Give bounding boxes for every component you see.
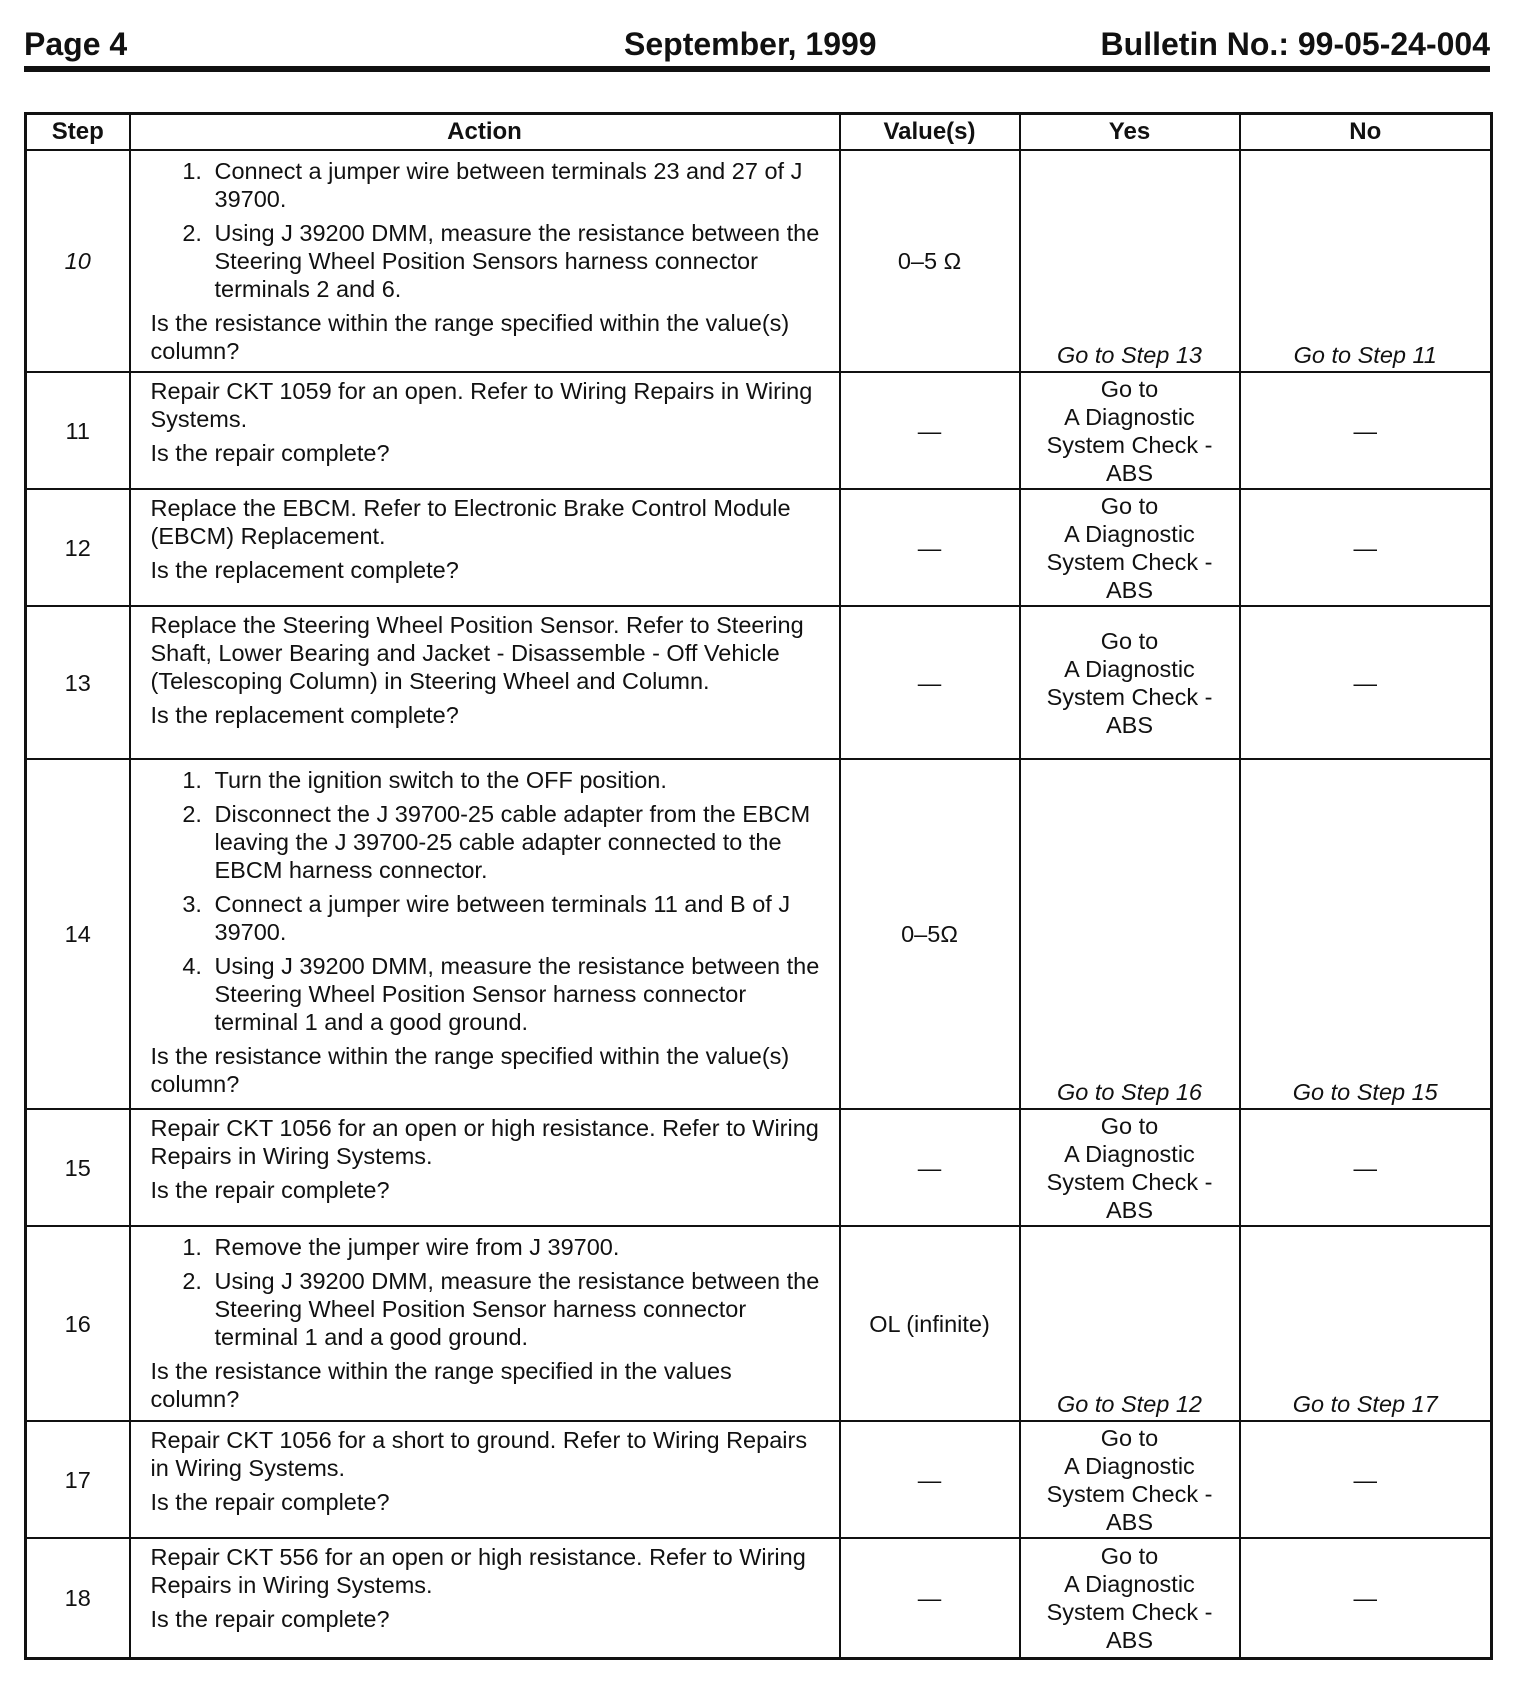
- yes-line: A Diagnostic: [1064, 655, 1195, 682]
- bulletin-date: September, 1999: [624, 26, 877, 62]
- yes-cell: [1020, 606, 1240, 759]
- no-cell: —: [1240, 489, 1492, 606]
- action-cell: [130, 1109, 840, 1226]
- action-step: 1. Remove the jumper wire from J 39700.: [209, 1233, 827, 1261]
- value-cell: 0–5Ω: [840, 759, 1020, 1109]
- table-row: [26, 489, 1492, 606]
- action-step: 2. Using J 39200 DMM, measure the resistance between the Steering Wheel Position Sensor harness connector terminal 1 and a good ground.: [209, 1267, 827, 1351]
- step-number: 13: [26, 606, 130, 759]
- yes-cell: Go to Step 12: [1020, 1226, 1240, 1421]
- action-cell: [130, 1538, 840, 1658]
- yes-line: Go to: [1100, 1542, 1159, 1569]
- step-number: 15: [26, 1109, 130, 1226]
- yes-line: Go to: [1100, 375, 1159, 402]
- value-cell: —: [840, 372, 1020, 489]
- action-question: Is the replacement complete?: [150, 702, 459, 728]
- yes-line: ABS: [1105, 1196, 1154, 1223]
- action-cell: [130, 759, 840, 1109]
- yes-line: Go to: [1100, 1424, 1159, 1451]
- table-row: [26, 759, 1492, 1109]
- table-row: [26, 150, 1492, 372]
- table-row: [26, 1538, 1492, 1658]
- step-number: 14: [26, 759, 130, 1109]
- yes-line: ABS: [1105, 459, 1154, 486]
- action-cell: [130, 489, 840, 606]
- action-question: Is the replacement complete?: [150, 557, 459, 583]
- page-number: Page 4: [24, 26, 128, 62]
- action-cell: [130, 372, 840, 489]
- action-text: Repair CKT 1059 for an open. Refer to Wiring Repairs in Wiring Systems.: [150, 378, 813, 432]
- table-row: [26, 372, 1492, 489]
- yes-line: ABS: [1105, 1508, 1154, 1535]
- yes-line: A Diagnostic: [1064, 403, 1195, 430]
- bulletin-number: Bulletin No.: 99-05-24-004: [1100, 26, 1490, 62]
- table-row: [26, 1421, 1492, 1538]
- diagnostic-table: [24, 112, 1493, 1660]
- value-cell: —: [840, 1109, 1020, 1226]
- step-number: 16: [26, 1226, 130, 1421]
- value-cell: —: [840, 489, 1020, 606]
- action-steps: [151, 766, 827, 1036]
- table-row: [26, 1109, 1492, 1226]
- yes-line: System Check -: [1046, 548, 1213, 575]
- yes-line: Go to: [1100, 492, 1159, 519]
- no-cell: Go to Step 17: [1240, 1226, 1492, 1421]
- action-text: Repair CKT 1056 for a short to ground. Refer to Wiring Repairs in Wiring Systems.: [150, 1427, 808, 1481]
- yes-cell: [1020, 1109, 1240, 1226]
- value-cell: —: [840, 1538, 1020, 1658]
- step-number: 18: [26, 1538, 130, 1658]
- yes-line: ABS: [1105, 1626, 1154, 1653]
- action-question: Is the resistance within the range specified within the value(s) column?: [150, 1043, 790, 1097]
- action-question: Is the repair complete?: [150, 1177, 390, 1203]
- no-cell: —: [1240, 606, 1492, 759]
- table-row: [26, 606, 1492, 759]
- action-question: Is the repair complete?: [150, 1489, 390, 1515]
- yes-line: A Diagnostic: [1064, 1570, 1195, 1597]
- yes-line: ABS: [1105, 711, 1154, 738]
- action-text: Replace the Steering Wheel Position Sensor. Refer to Steering Shaft, Lower Bearing and Jacket - Disassemble - Off Vehicle (Telescoping Column) in Steering Wheel and Column.: [150, 612, 804, 694]
- step-number: 12: [26, 489, 130, 606]
- yes-line: Go to: [1100, 627, 1159, 654]
- action-cell: [130, 1226, 840, 1421]
- action-step: 2. Disconnect the J 39700-25 cable adapter from the EBCM leaving the J 39700-25 cable adapter connected to the EBCM harness connector.: [209, 800, 827, 884]
- step-number: 17: [26, 1421, 130, 1538]
- action-steps: [151, 1233, 827, 1351]
- yes-line: Go to: [1100, 1112, 1159, 1139]
- no-cell: Go to Step 11: [1240, 150, 1492, 372]
- value-cell: OL (infinite): [840, 1226, 1020, 1421]
- action-text: Repair CKT 1056 for an open or high resistance. Refer to Wiring Repairs in Wiring Systems.: [150, 1115, 819, 1169]
- column-header-no: No: [1240, 114, 1492, 151]
- column-header-step: Step: [26, 114, 130, 151]
- action-cell: [130, 1421, 840, 1538]
- yes-cell: Go to Step 16: [1020, 759, 1240, 1109]
- no-cell: —: [1240, 1538, 1492, 1658]
- yes-line: System Check -: [1046, 1480, 1213, 1507]
- yes-line: System Check -: [1046, 683, 1213, 710]
- no-cell: —: [1240, 372, 1492, 489]
- action-cell: [130, 606, 840, 759]
- yes-line: A Diagnostic: [1064, 1452, 1195, 1479]
- action-steps: [151, 157, 827, 303]
- action-question: Is the repair complete?: [150, 440, 390, 466]
- no-cell: Go to Step 15: [1240, 759, 1492, 1109]
- yes-cell: [1020, 1538, 1240, 1658]
- table-row: [26, 1226, 1492, 1421]
- action-text: Repair CKT 556 for an open or high resistance. Refer to Wiring Repairs in Wiring Systems.: [150, 1544, 806, 1598]
- column-header-action: Action: [130, 114, 840, 151]
- yes-line: System Check -: [1046, 1168, 1213, 1195]
- action-step: 2. Using J 39200 DMM, measure the resistance between the Steering Wheel Position Sensors harness connector terminals 2 and 6.: [209, 219, 827, 303]
- header-rule: [24, 66, 1490, 72]
- yes-line: System Check -: [1046, 1598, 1213, 1625]
- yes-cell: [1020, 489, 1240, 606]
- yes-cell: [1020, 1421, 1240, 1538]
- action-question: Is the resistance within the range specified within the value(s) column?: [150, 310, 790, 364]
- yes-cell: [1020, 372, 1240, 489]
- action-question: Is the repair complete?: [150, 1606, 390, 1632]
- column-header-values: Value(s): [840, 114, 1020, 151]
- step-number: 11: [26, 372, 130, 489]
- no-cell: —: [1240, 1421, 1492, 1538]
- action-text: Replace the EBCM. Refer to Electronic Brake Control Module (EBCM) Replacement.: [150, 495, 791, 549]
- action-step: 4. Using J 39200 DMM, measure the resistance between the Steering Wheel Position Sensor harness connector terminal 1 and a good ground.: [209, 952, 827, 1036]
- yes-cell: Go to Step 13: [1020, 150, 1240, 372]
- action-step: 1. Turn the ignition switch to the OFF position.: [209, 766, 827, 794]
- value-cell: 0–5 Ω: [840, 150, 1020, 372]
- value-cell: —: [840, 1421, 1020, 1538]
- column-header-yes: Yes: [1020, 114, 1240, 151]
- table-header-row: [26, 114, 1492, 151]
- action-question: Is the resistance within the range specified in the values column?: [150, 1358, 732, 1412]
- yes-line: A Diagnostic: [1064, 520, 1195, 547]
- action-step: 1. Connect a jumper wire between terminals 23 and 27 of J 39700.: [209, 157, 827, 213]
- yes-line: A Diagnostic: [1064, 1140, 1195, 1167]
- step-number: 10: [26, 150, 130, 372]
- yes-line: ABS: [1105, 576, 1154, 603]
- no-cell: —: [1240, 1109, 1492, 1226]
- action-step: 3. Connect a jumper wire between terminals 11 and B of J 39700.: [209, 890, 827, 946]
- yes-line: System Check -: [1046, 431, 1213, 458]
- value-cell: —: [840, 606, 1020, 759]
- action-cell: [130, 150, 840, 372]
- page-header: [24, 22, 1490, 66]
